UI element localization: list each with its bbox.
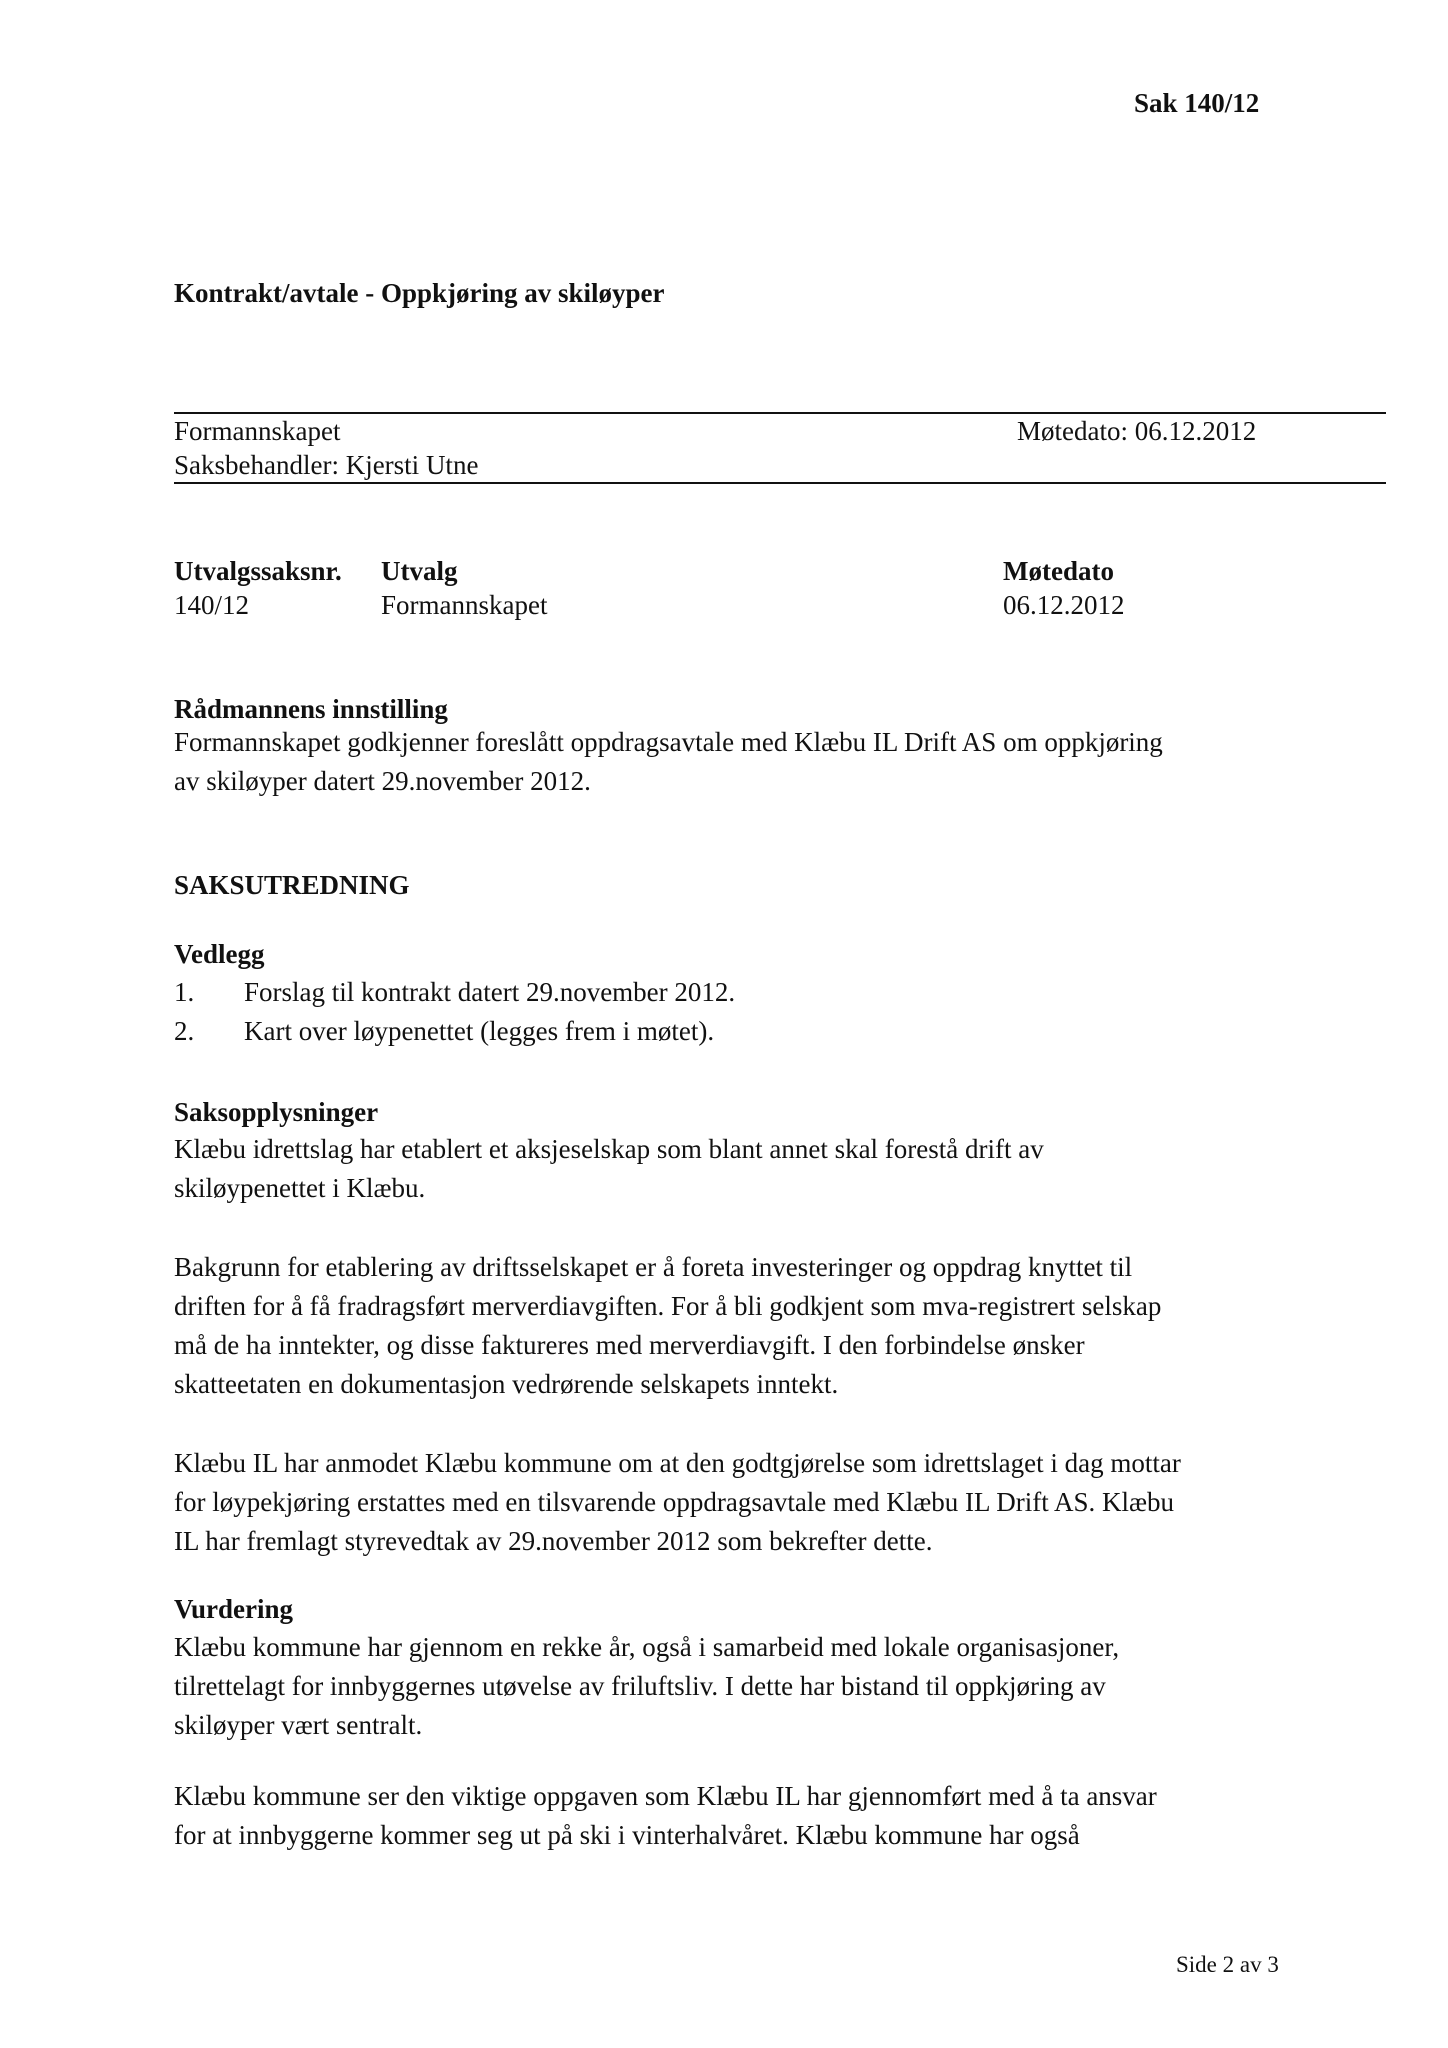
- assessment-heading: Vurdering: [174, 1594, 294, 1624]
- list-item-number: 1.: [174, 977, 195, 1007]
- assessment-paragraph: [174, 1777, 1157, 1855]
- text-line: Klæbu idrettslag har etablert et aksjeselskap som blant annet skal forestå drift av: [174, 1134, 1044, 1164]
- table-header-committee: Utvalg: [381, 556, 458, 586]
- case-reference: Sak 140/12: [1134, 88, 1260, 118]
- list-item-text: Forslag til kontrakt datert 29.november 2012.: [244, 977, 736, 1007]
- bottom-divider: [174, 482, 1386, 484]
- text-line: for løypekjøring erstattes med en tilsvarende oppdragsavtale med Klæbu IL Drift AS. Klæbu: [174, 1487, 1175, 1517]
- top-divider: [174, 412, 1386, 414]
- table-cell-committee: Formannskapet: [381, 590, 548, 620]
- text-line: tilrettelagt for innbyggernes utøvelse av friluftsliv. I dette har bistand til oppkjøring av: [174, 1671, 1106, 1701]
- attachments-heading: Vedlegg: [174, 939, 265, 969]
- meta-meeting-date: Møtedato: 06.12.2012: [1017, 416, 1257, 446]
- text-line: for at innbyggerne kommer seg ut på ski i vinterhalvåret. Klæbu kommune har også: [174, 1820, 1080, 1850]
- text-line: Klæbu kommune ser den viktige oppgaven som Klæbu IL har gjennomført med å ta ansvar: [174, 1781, 1157, 1811]
- text-line: skiløypenettet i Klæbu.: [174, 1173, 426, 1203]
- list-item-number: 2.: [174, 1016, 195, 1046]
- page-number: Side 2 av 3: [1176, 1952, 1279, 1977]
- section-title: SAKSUTREDNING: [174, 870, 410, 900]
- meta-body: Formannskapet: [174, 416, 341, 446]
- case-info-paragraph: [174, 1248, 1161, 1404]
- table-cell-meeting-date: 06.12.2012: [1003, 590, 1125, 620]
- list-item-text: Kart over løypenettet (legges frem i møtet).: [244, 1016, 715, 1046]
- text-line: Klæbu kommune har gjennom en rekke år, også i samarbeid med lokale organisasjoner,: [174, 1632, 1120, 1662]
- table-header-case-number: Utvalgssaksnr.: [174, 556, 342, 586]
- text-line: skatteetaten en dokumentasjon vedrørende selskapets inntekt.: [174, 1369, 839, 1399]
- text-line: Klæbu IL har anmodet Klæbu kommune om at den godtgjørelse som idrettslaget i dag mottar: [174, 1448, 1181, 1478]
- recommendation-heading: Rådmannens innstilling: [174, 694, 448, 724]
- text-line: driften for å få fradragsført merverdiavgiften. For å bli godkjent som mva-registrert selskap: [174, 1291, 1162, 1321]
- case-info-heading: Saksopplysninger: [174, 1097, 379, 1127]
- meta-case-handler: Saksbehandler: Kjersti Utne: [174, 450, 479, 480]
- text-line: Bakgrunn for etablering av driftsselskapet er å foreta investeringer og oppdrag knyttet til: [174, 1252, 1133, 1282]
- case-info-paragraph: [174, 1444, 1181, 1561]
- table-cell-case-number: 140/12: [174, 590, 250, 620]
- document-title: Kontrakt/avtale - Oppkjøring av skiløyper: [174, 278, 665, 308]
- text-line: skiløyper vært sentralt.: [174, 1710, 423, 1740]
- text-line: av skiløyper datert 29.november 2012.: [174, 766, 591, 796]
- text-line: Formannskapet godkjenner foreslått oppdragsavtale med Klæbu IL Drift AS om oppkjøring: [174, 727, 1163, 757]
- recommendation-text: [174, 723, 1163, 801]
- case-info-paragraph: [174, 1130, 1044, 1208]
- assessment-paragraph: [174, 1628, 1119, 1745]
- text-line: må de ha inntekter, og disse faktureres med merverdiavgift. I den forbindelse ønsker: [174, 1330, 1085, 1360]
- text-line: IL har fremlagt styrevedtak av 29.november 2012 som bekrefter dette.: [174, 1526, 933, 1556]
- table-header-meeting-date: Møtedato: [1003, 556, 1114, 586]
